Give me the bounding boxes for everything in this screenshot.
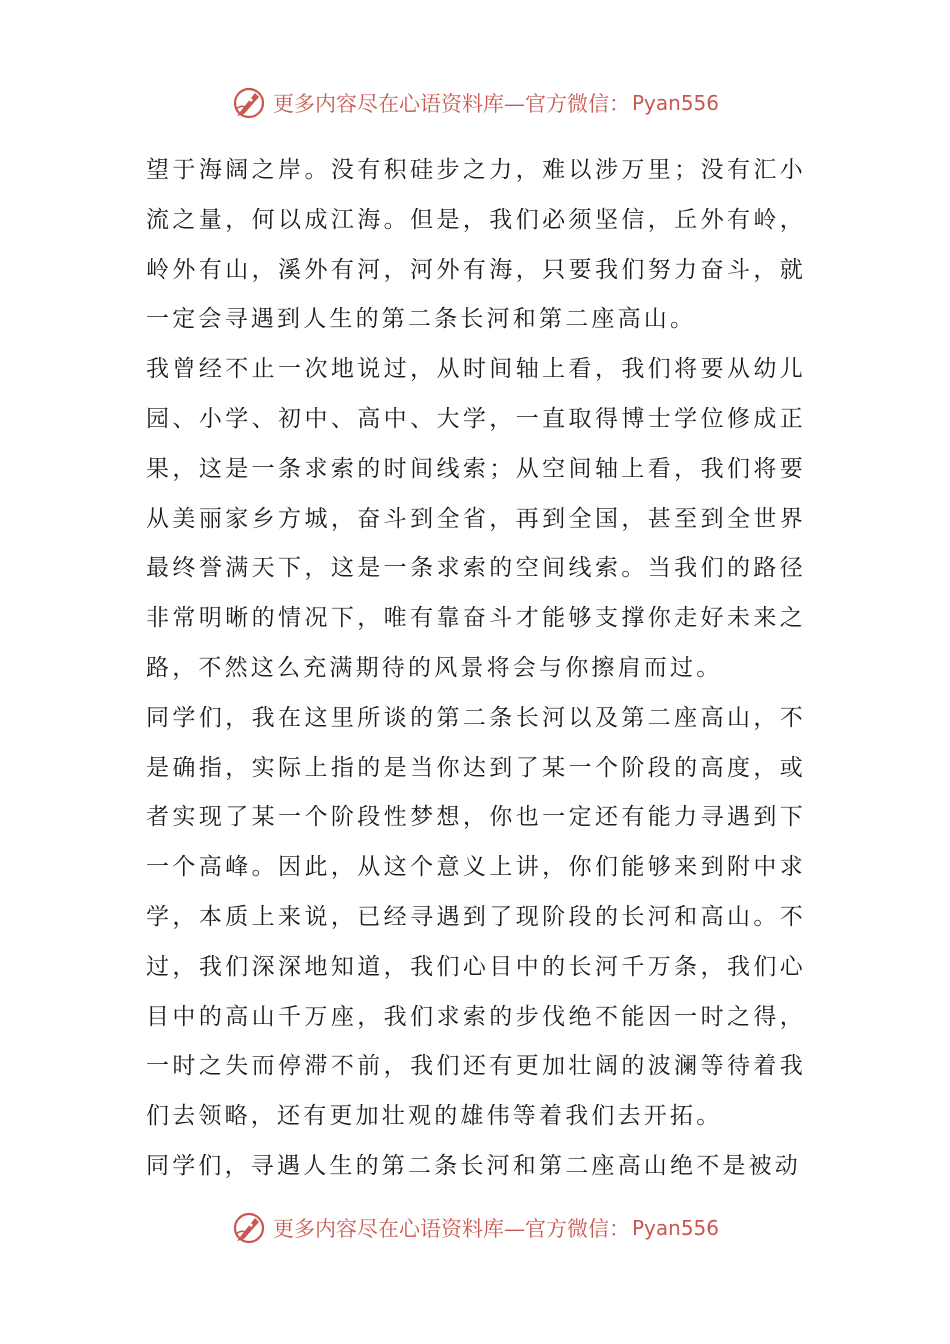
- footer-watermark: [0, 1208, 950, 1248]
- header-watermark-text: 更多内容尽在心语资料库—官方微信：: [272, 92, 630, 116]
- document-body: [146, 146, 806, 1192]
- footer-watermark-text: 更多内容尽在心语资料库—官方微信：: [272, 1217, 630, 1241]
- pen-nib-logo-icon: [231, 85, 267, 121]
- footer-watermark-id: Pyan556: [631, 1216, 719, 1240]
- paragraph-2: 我曾经不止一次地说过，从时间轴上看，我们将要从幼儿园、小学、初中、高中、大学，一直取得博士学位修成正果，这是一条求索的时间线索；从空间轴上看，我们将要从美丽家乡方城，奋斗到全省，再到全国，甚至到全世界最终誉满天下，这是一条求索的空间线索。当我们的路径非常明晰的情况下，唯有靠奋斗才能够支撑你走好未来之路，不然这么充满期待的风景将会与你擦肩而过。: [146, 356, 806, 681]
- paragraph-3: 同学们，我在这里所谈的第二条长河以及第二座高山，不是确指，实际上指的是当你达到了某一个阶段的高度，或者实现了某一个阶段性梦想，你也一定还有能力寻遇到下一个高峰。因此，从这个意义上讲，你们能够来到附中求学，本质上来说，已经寻遇到了现阶段的长河和高山。不过，我们深深地知道，我们心目中的长河千万条，我们心目中的高山千万座，我们求索的步伐绝不能因一时之得，一时之失而停滞不前，我们还有更加壮阔的波澜等待着我们去领略，还有更加壮观的雄伟等着我们去开拓。: [146, 704, 806, 1130]
- paragraph-4: 同学们，寻遇人生的第二条长河和第二座高山绝不是被动: [146, 1152, 801, 1179]
- header-watermark-id: Pyan556: [631, 91, 719, 115]
- paragraph-1: 望于海阔之岸。没有积硅步之力，难以涉万里；没有汇小流之量，何以成江海。但是，我们必须坚信，丘外有岭，岭外有山，溪外有河，河外有海，只要我们努力奋斗，就一定会寻遇到人生的第二条长河和第二座高山。: [146, 157, 806, 333]
- header-watermark: [0, 83, 950, 123]
- pen-nib-logo-icon: [231, 1210, 267, 1246]
